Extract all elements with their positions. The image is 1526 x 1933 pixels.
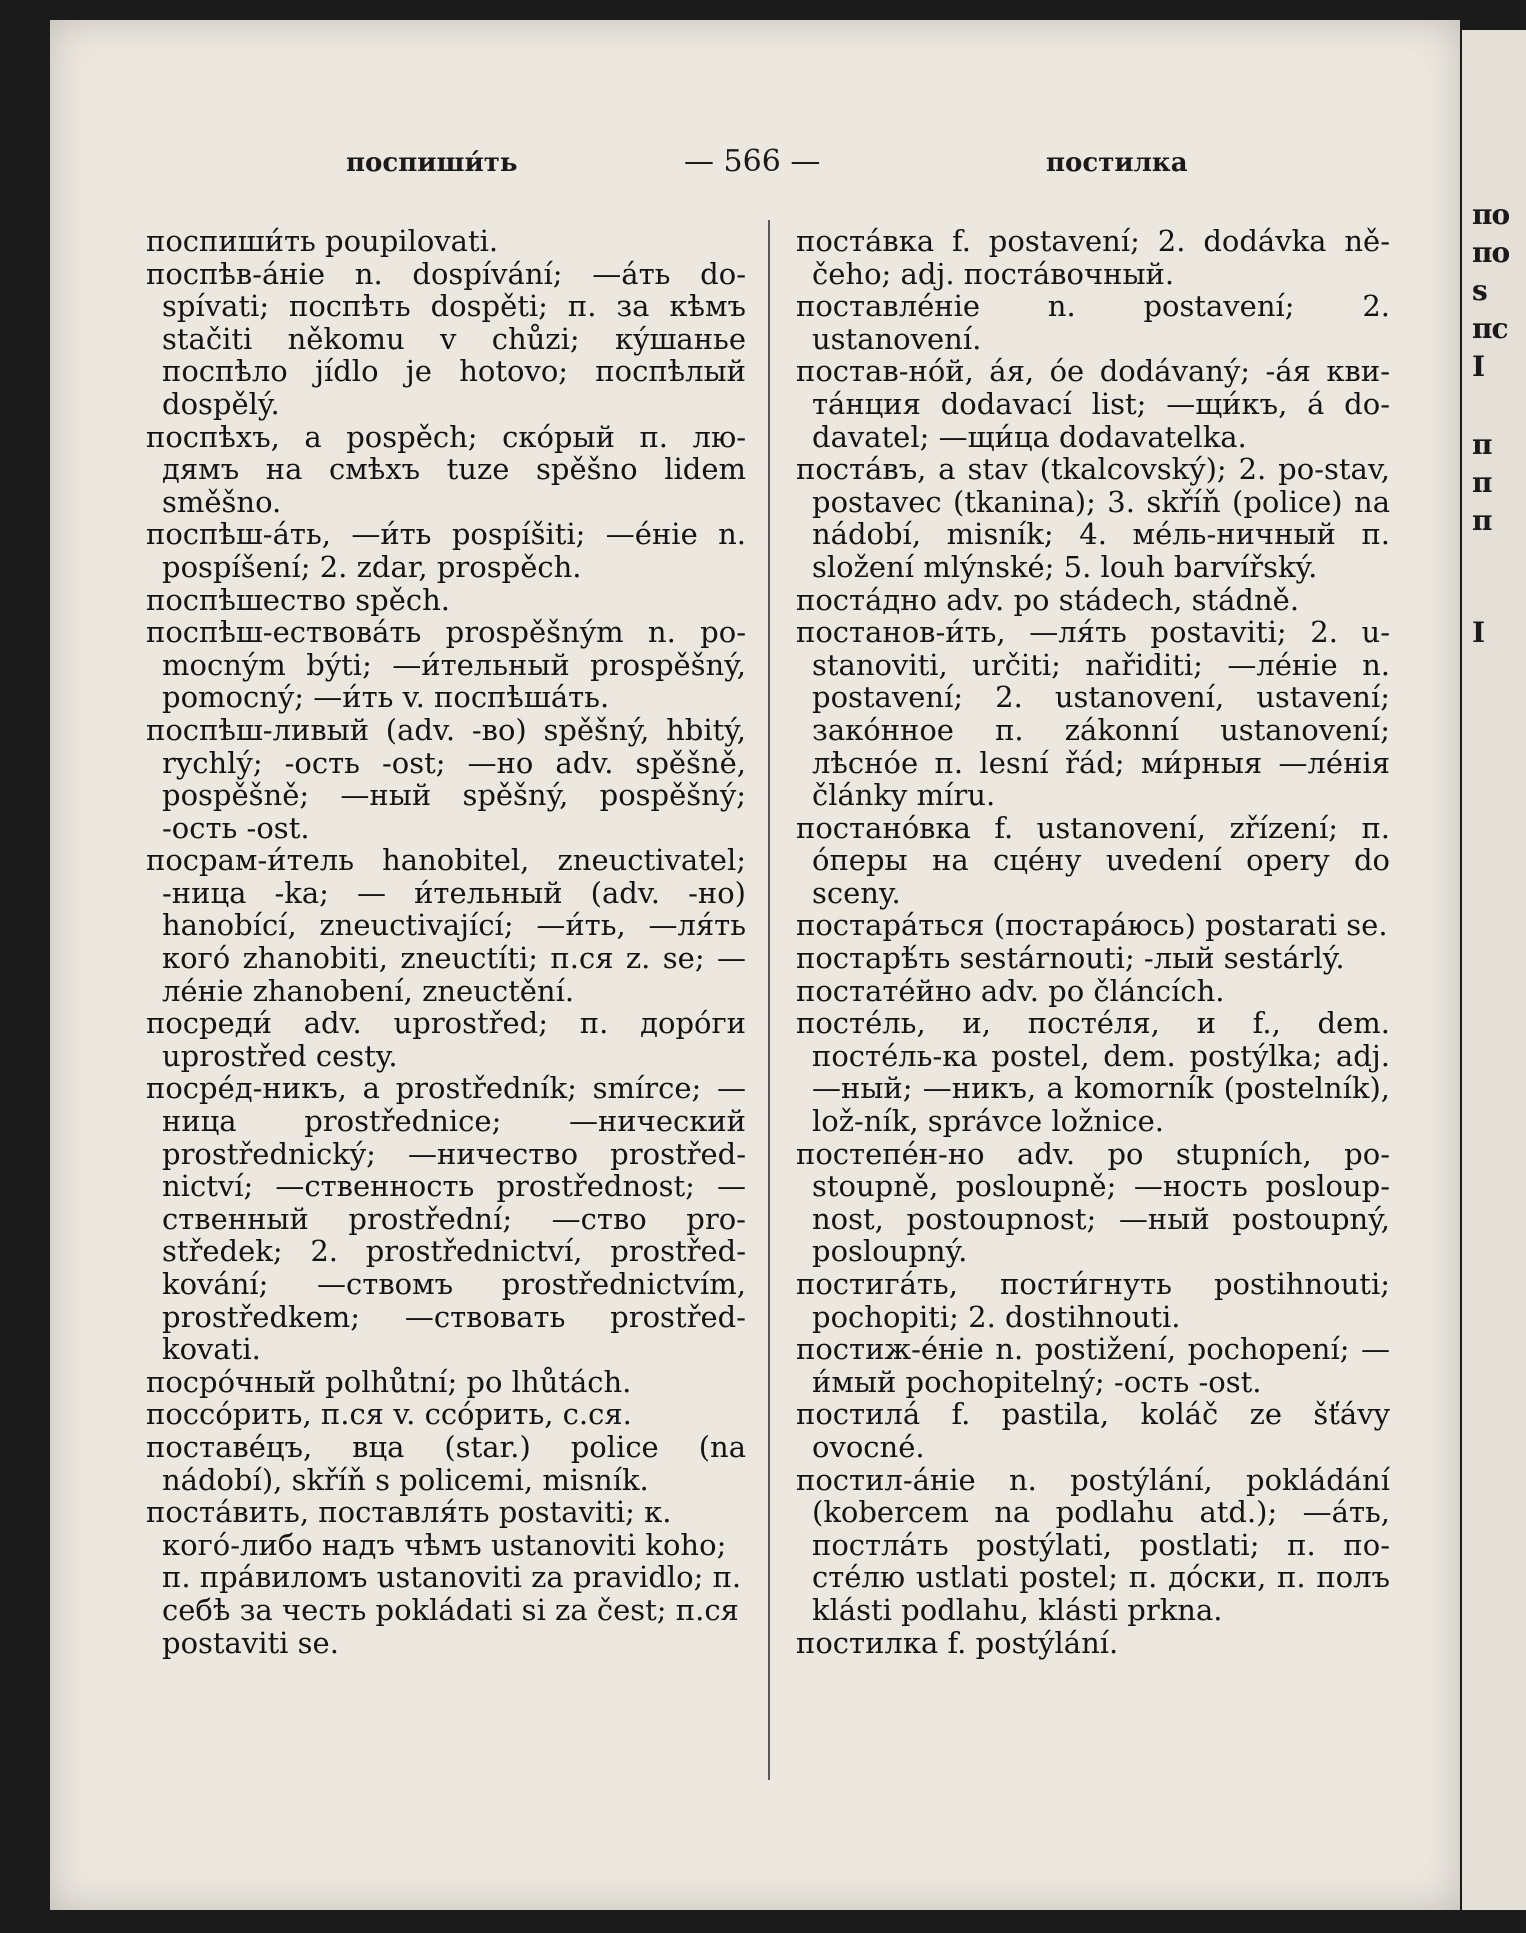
- dictionary-entry: постарáться (постарáюсь) postarati se.: [796, 908, 1388, 943]
- header-guide-word-left: поспиши́ть: [346, 148, 518, 178]
- dictionary-entry: постáвить, поставля́ть postaviti; к. когó-либо надъ чѣмъ ustanoviti koho; п. прáвиломъ ustanoviti za pravidlo; п. себѣ за честь pokládati si za čest; п.ся postaviti se.: [146, 1495, 742, 1660]
- dictionary-entry: посрóчный polhůtní; po lhůtách.: [146, 1364, 632, 1399]
- dictionary-entry: постил-áніе n. postýlání, pokládání (kobercem na podlahu atd.); —áть, постлáть postýlati, postlati; п. по-стéлю ustlati postel; п. дóски, п. полъ klásti podlahu, klásti prkna.: [796, 1462, 1390, 1627]
- dictionary-entry: поставéцъ, вца (star.) police (na nádobí), skříň s policemi, misník.: [146, 1429, 746, 1497]
- dictionary-entry: постáдно adv. po stádech, stádně.: [796, 582, 1300, 617]
- right-column: [796, 225, 1390, 1659]
- adjacent-page-text: I: [1472, 350, 1485, 383]
- dictionary-entry: поспѣв-áніе n. dospívání; —áть do-spívati; поспѣть dospěti; п. за кѣмъ stačiti někomu v chůzi; кýшанье поспѣло jídlo je hotovo; поспѣлый dospělý.: [146, 256, 746, 421]
- adjacent-page-text: по: [1472, 198, 1510, 231]
- dictionary-entry: постав-нóй, áя, óе dodávaný; -áя кви-тáнция dodavací list; —щи́къ, á do-davatel; —щи́ца dodavatelka.: [796, 354, 1390, 454]
- page-header: [50, 144, 1460, 188]
- page-number: — 566 —: [684, 144, 821, 179]
- adjacent-page-text: пс: [1472, 312, 1508, 345]
- adjacent-page-text: п: [1472, 504, 1492, 537]
- dictionary-entry: посреди́ adv. uprostřed; п. дорóги uprostřed cesty.: [146, 1006, 746, 1073]
- dictionary-entry: поспѣш-ествовáть prospěšným n. po-mocným býti; —и́тельный prospěšný, pomocný; —и́ть v. поспѣшáть.: [146, 615, 746, 715]
- dictionary-entry: поспиши́ть poupilovati.: [146, 224, 499, 258]
- dictionary-entry: постилка f. postýlání.: [796, 1625, 1119, 1660]
- dictionary-entry: поспѣш-ливый (adv. -во) spěšný, hbitý, rychlý; -ость -ost; —но adv. spěšně, pospěšně; —ный spěšný, pospěšný; -ость -ost.: [146, 712, 746, 845]
- adjacent-page-text: s: [1472, 274, 1487, 307]
- left-column: [146, 225, 746, 1659]
- dictionary-entry: постанóвка f. ustanovení, zřízení; п. óперы на сцéну uvedení opery do sceny.: [796, 810, 1390, 910]
- dictionary-entry: посрéд-никъ, a prostředník; smírce; —ница prostřednice; —нический prostřednický; —ничество prostřed-nictví; —ственность prostřednost; —ственный prostřední; —ство pro-středek; 2. prostřednictví, prostřed-kování; —ствомъ prostřednictvím, prostředkem; —ствовать prostřed-kovati.: [146, 1071, 746, 1367]
- adjacent-page-fragment: [1462, 30, 1526, 1910]
- dictionary-entry: поспѣхъ, a pospěch; скóрый п. лю-дямъ на смѣхъ tuze spěšno lidem směšno.: [146, 419, 746, 519]
- dictionary-entry: постилá f. pastila, koláč ze šťávy ovocné.: [796, 1397, 1390, 1464]
- dictionary-page: [50, 20, 1460, 1910]
- dictionary-entry: постáвка f. postavení; 2. dodávka ně-čeho; adj. постáвочный.: [796, 224, 1390, 291]
- dictionary-entry: поставлéніе n. postavení; 2. ustanovení.: [796, 289, 1390, 356]
- dictionary-entry: постанов-и́ть, —ля́ть postaviti; 2. u-stanoviti, určiti; nařiditi; —лéніе n. postavení; 2. ustanovení, ustavení; закóнное п. zákonní ustanovení; лѣснóе п. lesní řád; ми́рныя —лéнія články míru.: [796, 615, 1390, 813]
- adjacent-page-text: I: [1472, 616, 1485, 649]
- adjacent-page-text: п: [1472, 466, 1492, 499]
- dictionary-entry: постéль, и, постéля, и f., dem. постéль-ка postel, dem. postýlka; adj. —ный; —никъ, а komorník (postelník), lož-ník, správce ložnice.: [796, 1006, 1390, 1139]
- adjacent-page-text: по: [1472, 236, 1510, 269]
- adjacent-page-text: п: [1472, 428, 1492, 461]
- column-divider: [768, 220, 770, 1780]
- dictionary-entry: постарѣ́ть sestárnouti; -лый sestárlý.: [796, 941, 1345, 976]
- dictionary-entry: постигáть, пости́гнуть postihnouti; pochopiti; 2. dostihnouti.: [796, 1267, 1390, 1334]
- dictionary-entry: постатéйно adv. po článcích.: [796, 973, 1225, 1008]
- header-guide-word-right: постилка: [1046, 148, 1188, 178]
- dictionary-entry: постиж-éніе n. postižení, pochopení; —и́мый pochopitelný; -ость -ost.: [796, 1332, 1390, 1399]
- dictionary-entry: поссóрить, п.ся v. ссóрить, с.ся.: [146, 1397, 632, 1432]
- dictionary-entry: постепéн-но adv. po stupních, po-stoupně, posloupně; —ность posloup-nost, postoupnost; —ный postoupný, posloupný.: [796, 1136, 1390, 1269]
- dictionary-entry: постáвъ, a stav (tkalcovský); 2. po-stav, postavec (tkanina); 3. skříň (police) na nádobí, misník; 4. мéль-ничный п. složení mlýnské; 5. louh barvířský.: [796, 452, 1390, 584]
- dictionary-entry: поспѣшество spěch.: [146, 582, 451, 617]
- dictionary-entry: посрам-и́тель hanobitel, zneuctivatel; -ница -ka; — и́тельный (adv. -но) hanobící, zneuctivající; —и́ть, —ля́ть когó zhanobiti, zneuctíti; п.ся z. se; —лéніе zhanobení, zneuctění.: [146, 843, 746, 1008]
- dictionary-entry: поспѣш-áть, —и́ть pospíšiti; —éніе n. pospíšení; 2. zdar, prospěch.: [146, 517, 746, 584]
